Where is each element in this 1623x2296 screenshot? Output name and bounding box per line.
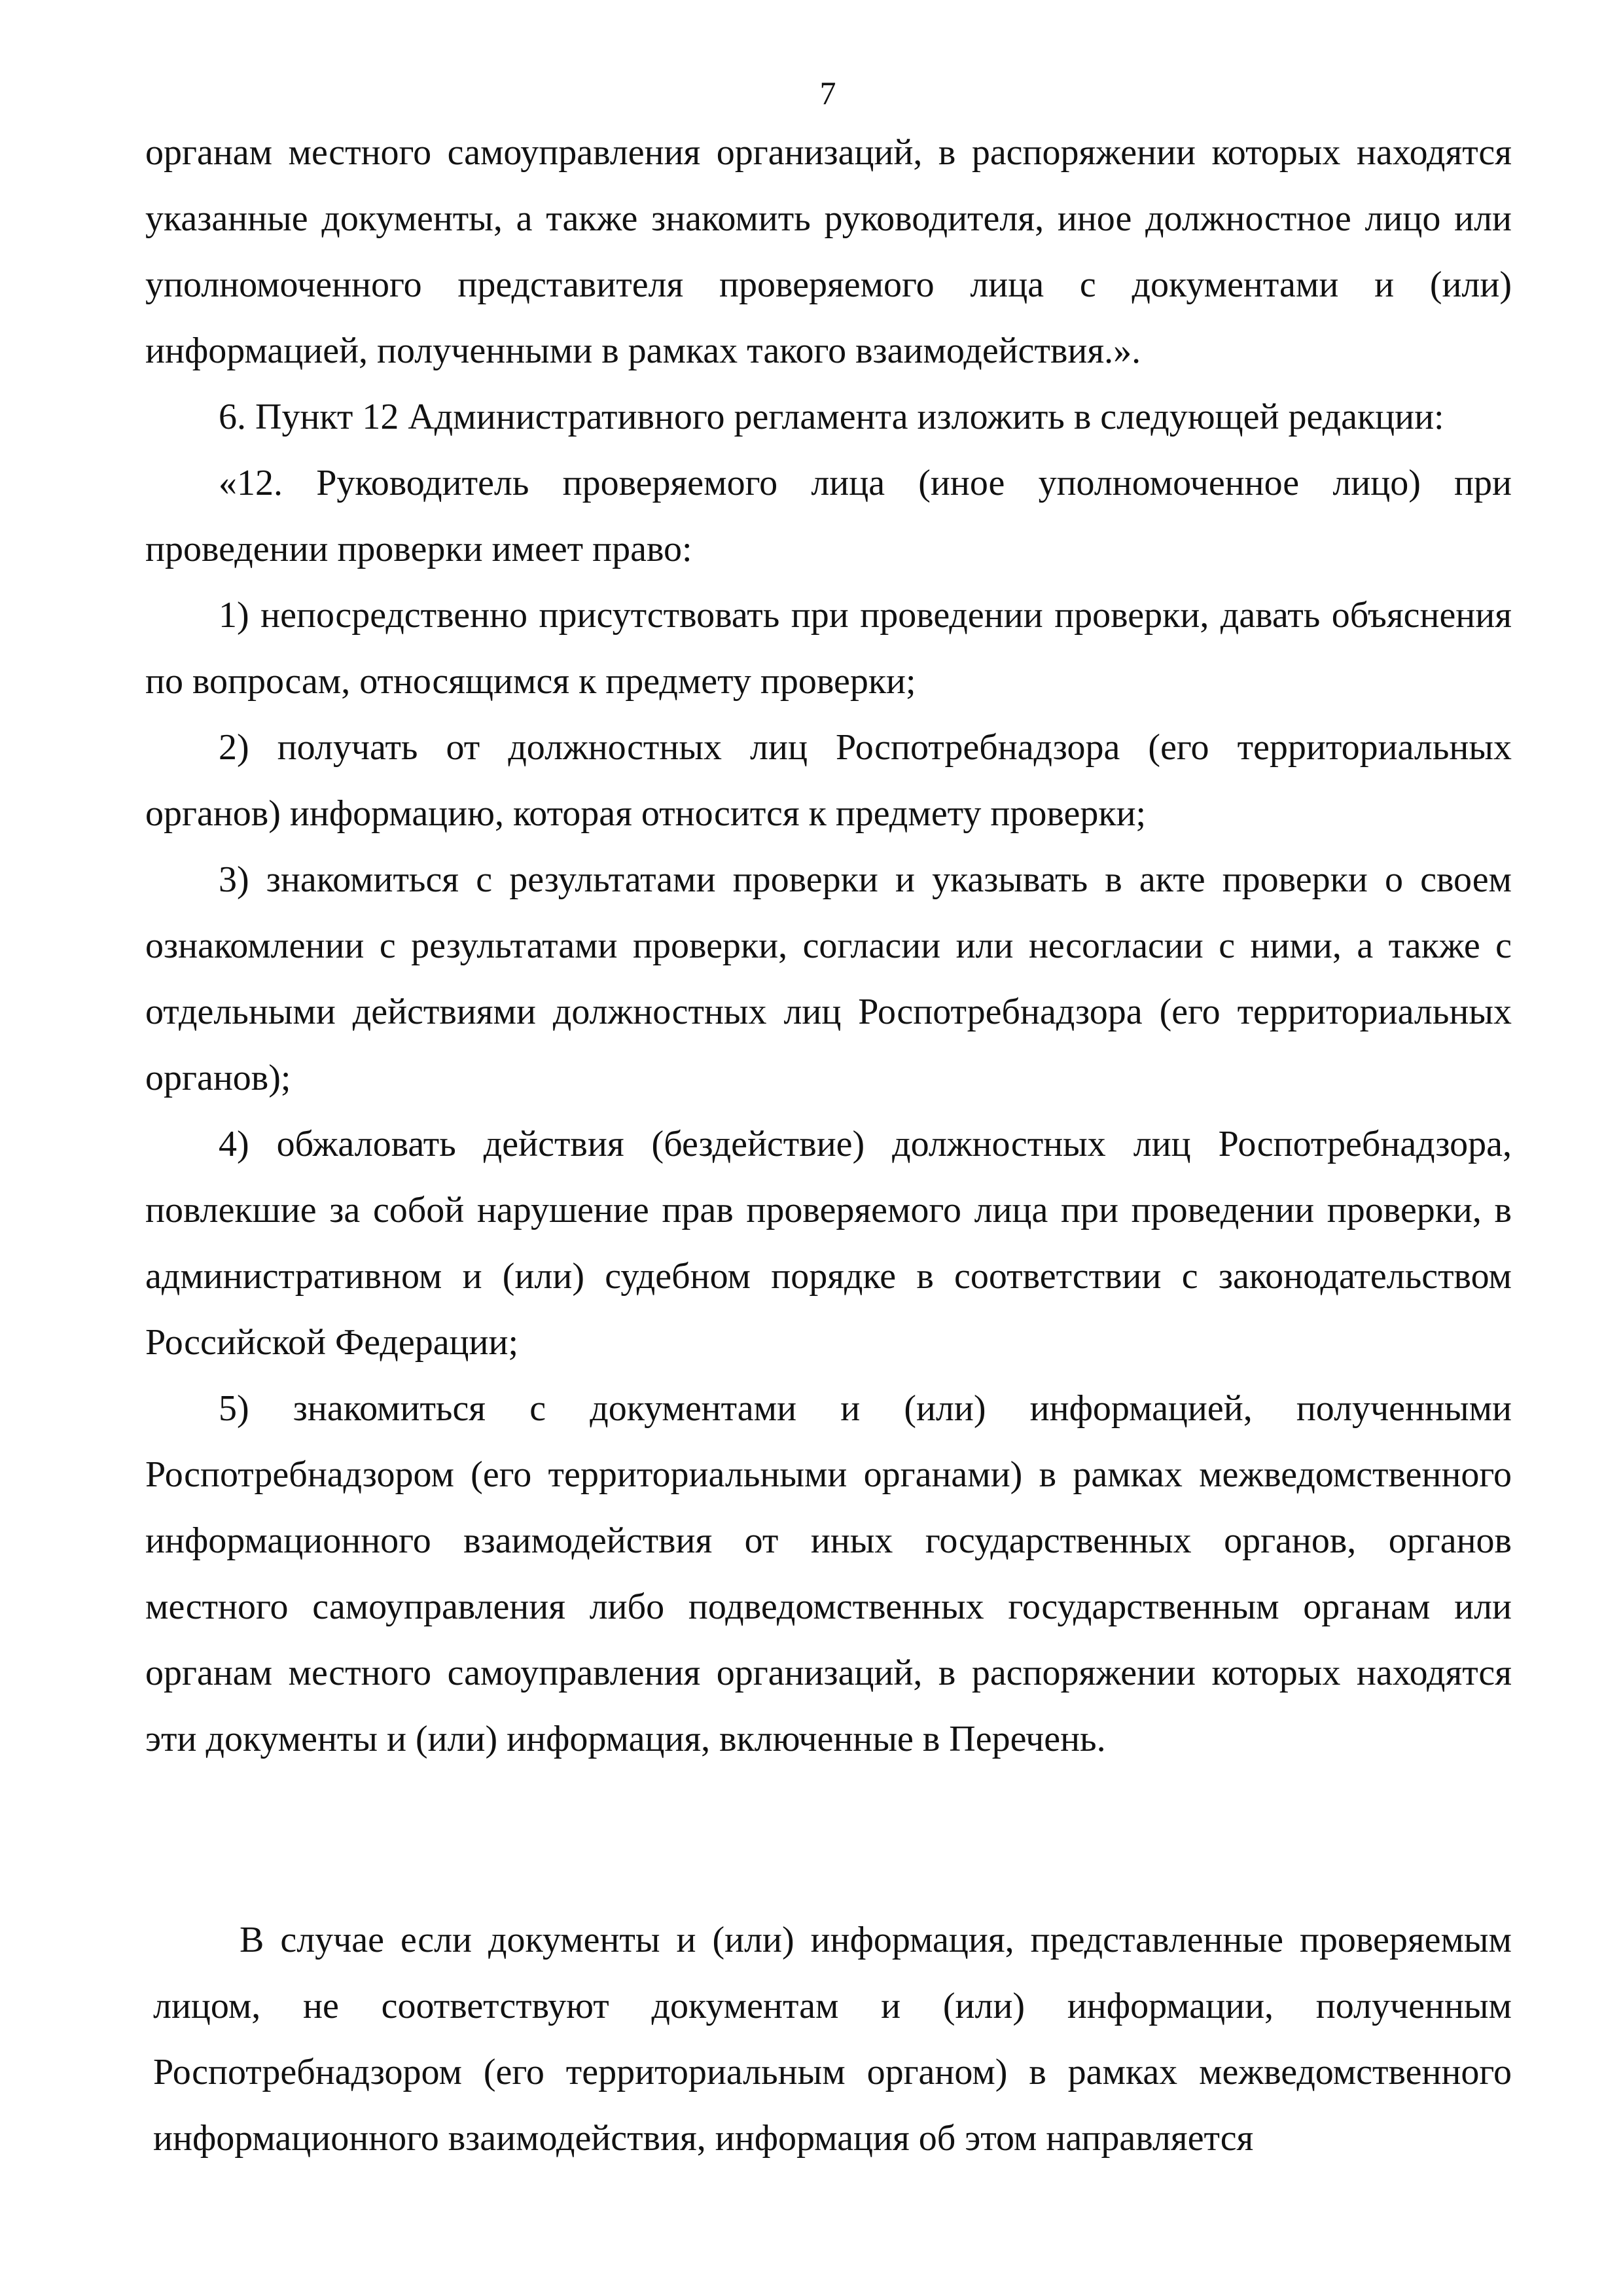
paragraph-mismatch-case: В случае если документы и (или) информация, представленные проверяемым лицом, не соответствуют документам и (или) информации, полученным Роспотребнадзором (его территориальным органом) в рамках межведомственного информационного взаимодействия, информация об этом направляется — [153, 1920, 1512, 2159]
paragraph-right-2: 2) получать от должностных лиц Роспотребнадзора (его территориальных органов) информацию, которая относится к предмету проверки; — [145, 727, 1512, 834]
paragraph-clause-12: «12. Руководитель проверяемого лица (иное уполномоченное лицо) при проведении проверки имеет право: — [145, 463, 1512, 569]
document-body-continued — [153, 1907, 1512, 2172]
paragraph-right-1: 1) непосредственно присутствовать при проведении проверки, давать объяснения по вопросам, относящимся к предмету проверки; — [145, 595, 1512, 702]
paragraph-continuation: органам местного самоуправления организаций, в распоряжении которых находятся указанные документы, а также знакомить руководителя, иное должностное лицо или уполномоченного представителя проверяемого лица с документами и (или) информацией, полученными в рамках такого взаимодействия.». — [145, 132, 1512, 371]
paragraph-right-3: 3) знакомиться с результатами проверки и указывать в акте проверки о своем ознакомлении с результатами проверки, согласии или несогласии с ними, а также с отдельными действиями должностных лиц Роспотребнадзора (его территориальных органов); — [145, 859, 1512, 1098]
paragraph-item-6: 6. Пункт 12 Административного регламента изложить в следующей редакции: — [219, 397, 1444, 437]
page-number: 7 — [819, 75, 836, 111]
paragraph-right-4: 4) обжаловать действия (бездействие) должностных лиц Роспотребнадзора, повлекшие за собой нарушение прав проверяемого лица при проведении проверки, в административном и (или) судебном порядке в соответствии с законодательством Российской Федерации; — [145, 1124, 1512, 1363]
paragraph-right-5: 5) знакомиться с документами и (или) информацией, полученными Роспотребнадзором (его территориальными органами) в рамках межведомственного информационного взаимодействия от иных государственных органов, органов местного самоуправления либо подведомственных государственным органам или органам местного самоуправления организаций, в распоряжении которых находятся эти документы и (или) информация, включенные в Перечень. — [145, 1388, 1512, 1759]
document-body — [145, 120, 1512, 1772]
